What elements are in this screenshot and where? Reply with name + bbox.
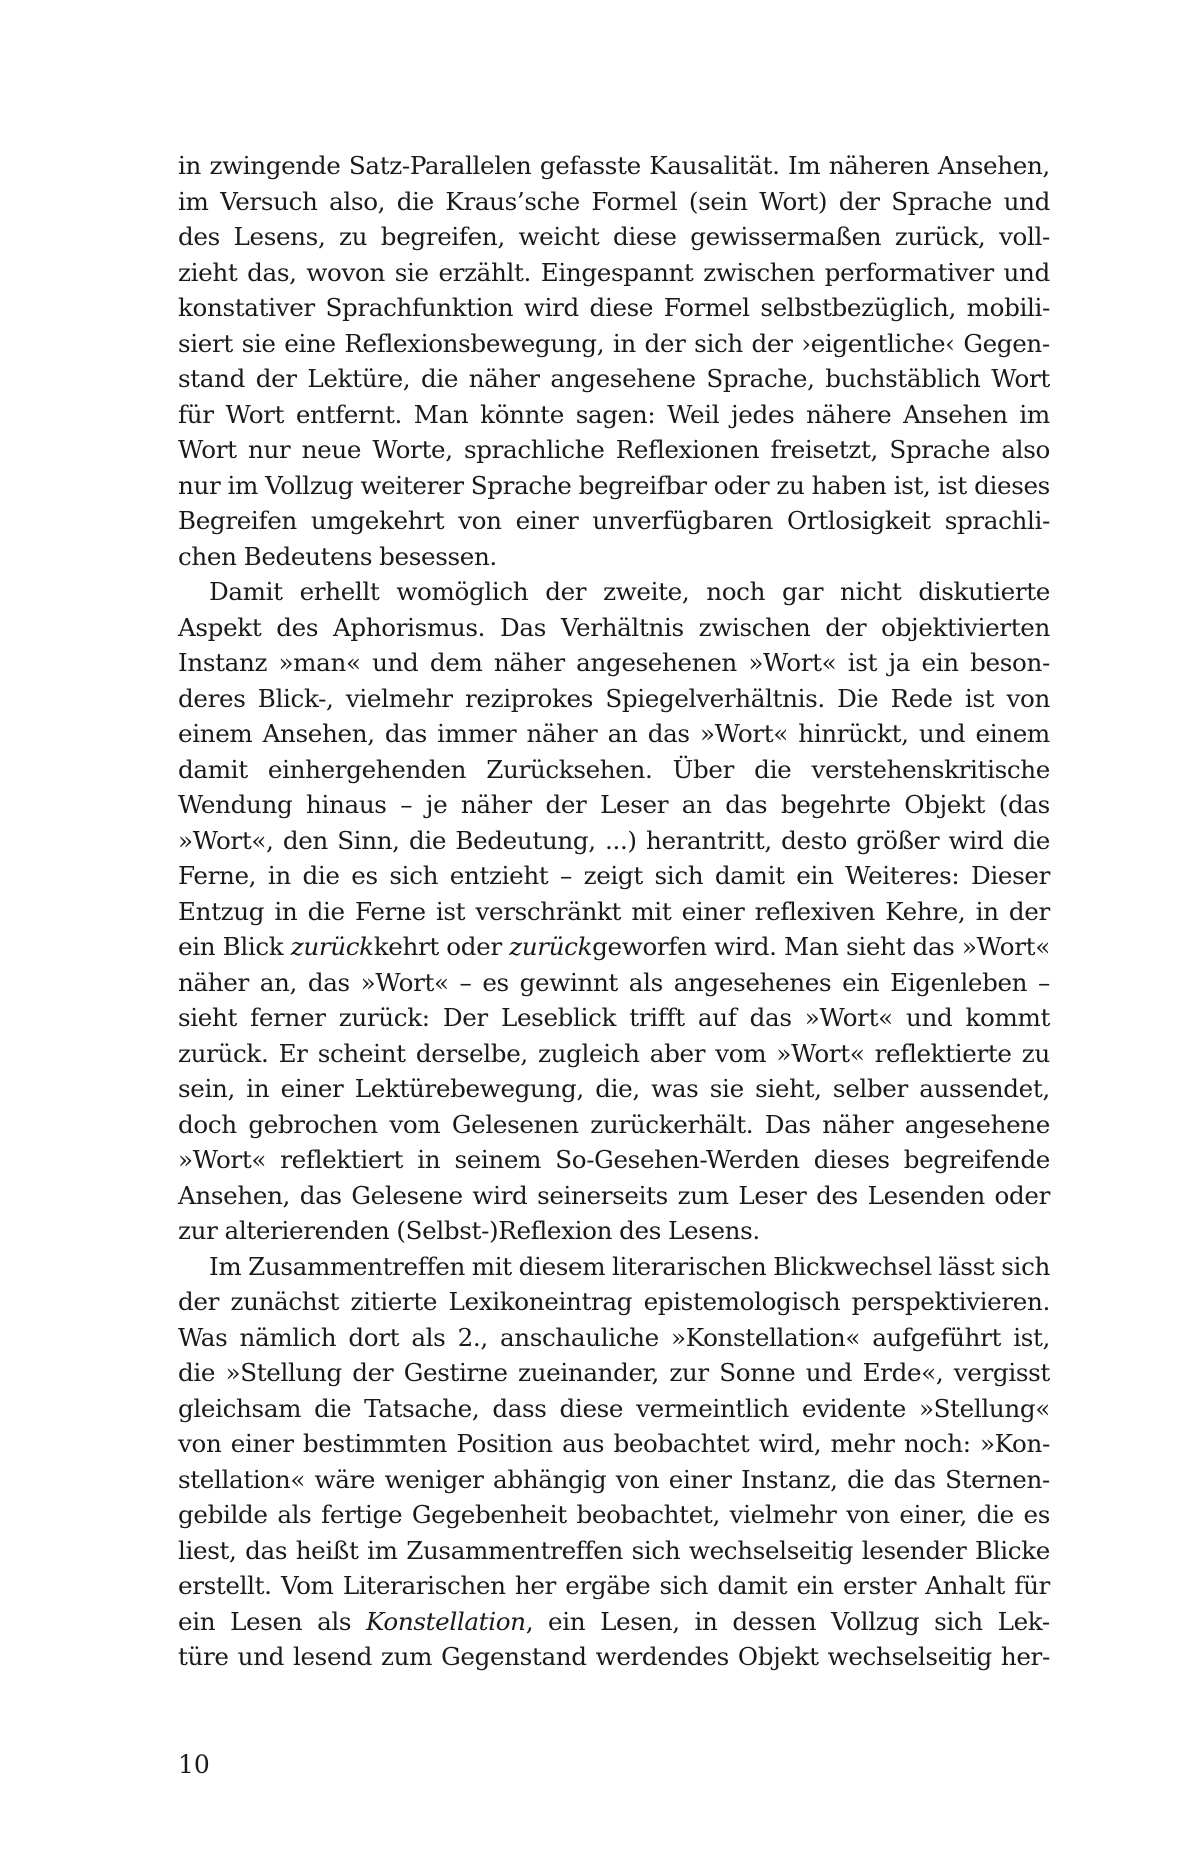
paragraph [178, 148, 1050, 574]
text-line: gleichsam die Tatsache, dass diese vermeintlich evidente »Stellung« [178, 1393, 1050, 1423]
text-line: nur im Vollzug weiterer Sprache begreifbar oder zu haben ist, ist dieses [178, 470, 1050, 500]
text-line: doch gebrochen vom Gelesenen zurückerhält. Das näher angesehene [178, 1109, 1050, 1139]
text-line: Wort nur neue Worte, sprachliche Reflexionen freisetzt, Sprache also [178, 435, 1050, 464]
text-line: Damit erhellt womöglich der zweite, noch gar nicht diskutierte [209, 577, 1050, 606]
text-line: für Wort entfernt. Man könnte sagen: Weil jedes nähere Ansehen im [178, 399, 1050, 429]
text-line: der zunächst zitierte Lexikoneintrag epistemologisch perspektivieren. [178, 1287, 1050, 1316]
text-line: sieht ferner zurück: Der Leseblick trifft auf das »Wort« und kommt [178, 1003, 1050, 1032]
text-line: Entzug in die Ferne ist verschränkt mit einer reflexiven Kehre, in der [178, 896, 1050, 926]
text-line: »Wort« reflektiert in seinem So-Gesehen-Werden dieses begreifende [178, 1145, 1050, 1174]
paragraph [178, 1249, 1050, 1675]
paragraph [178, 574, 1050, 1249]
text-line: Ansehen, das Gelesene wird seinerseits zum Leser des Lesenden oder [178, 1180, 1050, 1210]
text-line: liest, das heißt im Zusammentreffen sich wechselseitig lesender Blicke [178, 1535, 1050, 1565]
text-line: die »Stellung der Gestirne zueinander, zur Sonne und Erde«, vergisst [178, 1358, 1050, 1387]
text-line: einem Ansehen, das immer näher an das »Wort« hinrückt, und einem [178, 719, 1050, 748]
text-line: stand der Lektüre, die näher angesehene Sprache, buchstäblich Wort [178, 364, 1050, 393]
text-line: von einer bestimmten Position aus beobachtet wird, mehr noch: »Kon- [178, 1429, 1050, 1458]
text-line: sein, in einer Lektürebewegung, die, was sie sieht, selber aussendet, [178, 1074, 1050, 1103]
text-line: Wendung hinaus – je näher der Leser an das begehrte Objekt (das [178, 790, 1050, 819]
text-line: ein Blick zurückkehrt oder zurückgeworfen wird. Man sieht das »Wort« [178, 932, 1050, 961]
text-line: Begreifen umgekehrt von einer unverfügbaren Ortlosigkeit sprachli- [178, 506, 1050, 535]
text-line: deres Blick-, vielmehr reziprokes Spiegelverhältnis. Die Rede ist von [178, 683, 1050, 713]
text-line: zurück. Er scheint derselbe, zugleich aber vom »Wort« reflektierte zu [178, 1038, 1050, 1068]
text-line: Was nämlich dort als 2., anschauliche »Konstellation« aufgeführt ist, [178, 1322, 1050, 1352]
text-line: erstellt. Vom Literarischen her ergäbe sich damit ein erster Anhalt für [178, 1571, 1050, 1600]
text-line: Aspekt des Aphorismus. Das Verhältnis zwischen der objektivierten [178, 612, 1050, 642]
body-text [178, 148, 1050, 1675]
text-line: näher an, das »Wort« – es gewinnt als angesehenes ein Eigenleben – [178, 967, 1050, 997]
text-line: gebilde als fertige Gegebenheit beobachtet, vielmehr von einer, die es [178, 1500, 1050, 1529]
text-line: des Lesens, zu begreifen, weicht diese gewissermaßen zurück, voll- [178, 222, 1050, 251]
text-line: im Versuch also, die Kraus’sche Formel (sein Wort) der Sprache und [178, 186, 1050, 216]
page-number: 10 [178, 1750, 210, 1779]
text-line: zieht das, wovon sie erzählt. Eingespannt zwischen performativer und [178, 257, 1050, 287]
text-line: Instanz »man« und dem näher angesehenen »Wort« ist ja ein beson- [178, 648, 1050, 677]
text-line: türe und lesend zum Gegenstand werdendes Objekt wechselseitig her- [178, 1642, 1050, 1671]
text-line: Im Zusammentreffen mit diesem literarischen Blickwechsel lässt sich [209, 1251, 1050, 1281]
text-line: in zwingende Satz-Parallelen gefasste Kausalität. Im näheren Ansehen, [178, 151, 1050, 180]
text-line: stellation« wäre weniger abhängig von einer Instanz, die das Sternen- [178, 1464, 1050, 1494]
text-line: damit einhergehenden Zurücksehen. Über die verstehenskritische [178, 754, 1050, 784]
text-line: »Wort«, den Sinn, die Bedeutung, ...) herantritt, desto größer wird die [178, 825, 1050, 855]
text-line: chen Bedeutens besessen. [178, 541, 497, 571]
text-line: siert sie eine Reflexionsbewegung, in der sich der ›eigentliche‹ Gegen- [178, 328, 1050, 358]
text-line: ein Lesen als Konstellation, ein Lesen, in dessen Vollzug sich Lek- [178, 1606, 1050, 1636]
text-line: konstativer Sprachfunktion wird diese Formel selbstbezüglich, mobili- [178, 293, 1050, 322]
text-line: Ferne, in die es sich entzieht – zeigt sich damit ein Weiteres: Dieser [178, 861, 1050, 890]
text-line: zur alterierenden (Selbst-)Reflexion des Lesens. [178, 1216, 760, 1245]
